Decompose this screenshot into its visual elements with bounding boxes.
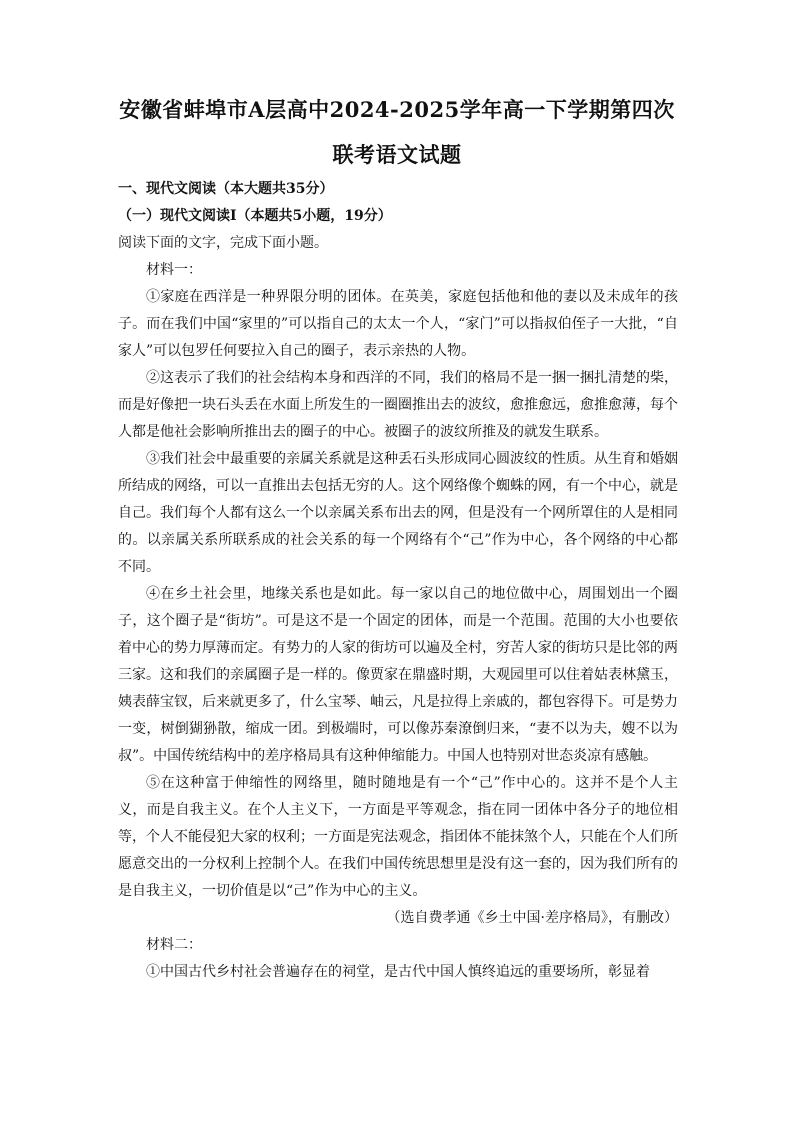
material1-paragraph: ②这表示了我们的社会结构本身和西洋的不同，我们的格局不是一捆一捆扎清楚的柴，而是好像把一块石头丢在水面上所发生的一圈圈推出去的波纹，愈推愈远，愈推愈薄，每个人都是他社会影响所推出去的圈子的中心。被圈子的波纹所推及的就发生联系。 <box>118 370 678 440</box>
material2-paragraph: ①中国古代乡村社会普遍存在的祠堂，是古代中国人慎终追远的重要场所，彰显着 <box>146 964 650 980</box>
document-title-line2: 联考语文试题 <box>332 142 462 167</box>
material1-label: 材料一： <box>146 262 202 278</box>
material2-label: 材料二： <box>146 937 202 953</box>
material1-paragraph: ①家庭在西洋是一种界限分明的团体。在英美，家庭包括他和他的妻以及未成年的孩子。而在我们中国“家里的”可以指自己的太太一个人，“家门”可以指叔伯侄子一大批，“自家人”可以包罗任何要拉入自己的圈子，表示亲热的人物。 <box>118 289 678 359</box>
reading-instruction: 阅读下面的文字，完成下面小题。 <box>118 235 328 251</box>
section-heading: 一、现代文阅读（本大题共35分） <box>118 181 334 197</box>
material1-source: （选自费孝通《乡土中国·差序格局》，有删改） <box>386 910 678 926</box>
material1-paragraph: ⑤在这种富于伸缩性的网络里，随时随地是有一个“己”作中心的。这并不是个人主义，而是自我主义。在个人主义下，一方面是平等观念，指在同一团体中各分子的地位相等，个人不能侵犯大家的权利；一方面是宪法观念，指团体不能抹煞个人，只能在个人们所愿意交出的一分权利上控制个人。在我们中国传统思想里是没有这一套的，因为我们所有的是自我主义，一切价值是以“己”作为中心的主义。 <box>118 775 678 899</box>
material1-paragraph: ④在乡土社会里，地缘关系也是如此。每一家以自己的地位做中心，周围划出一个圈子，这个圈子是“街坊”。可是这不是一个固定的团体，而是一个范围。范围的大小也要依着中心的势力厚薄而定。有势力的人家的街坊可以遍及全村，穷苦人家的街坊只是比邻的两三家。这和我们的亲属圈子是一样的。像贾家在鼎盛时期，大观园里可以住着姑表林黛玉，姨表薛宝钗，后来就更多了，什么宝琴、岫云，凡是拉得上亲戚的，都包容得下。可是势力一变，树倒猢狲散，缩成一团。到极端时，可以像苏秦潦倒归来，“妻不以为夫，嫂不以为叔”。中国传统结构中的差序格局具有这种伸缩能力。中国人也特别对世态炎凉有感触。 <box>118 586 678 764</box>
material1-paragraph: ③我们社会中最重要的亲属关系就是这种丢石头形成同心圆波纹的性质。从生育和婚姻所结成的网络，可以一直推出去包括无穷的人。这个网络像个蜘蛛的网，有一个中心，就是自己。我们每个人都有这么一个以亲属关系布出去的网，但是没有一个网所罩住的人是相同的。以亲属关系所联系成的社会关系的每一个网络有个“己”作为中心，各个网络的中心都不同。 <box>118 451 678 575</box>
document-body <box>118 176 678 986</box>
document-title-line1: 安徽省蚌埠市A层高中2024-2025学年高一下学期第四次 <box>119 97 675 122</box>
subsection-heading: （一）现代文阅读Ⅰ（本题共5小题，19分） <box>118 208 392 224</box>
